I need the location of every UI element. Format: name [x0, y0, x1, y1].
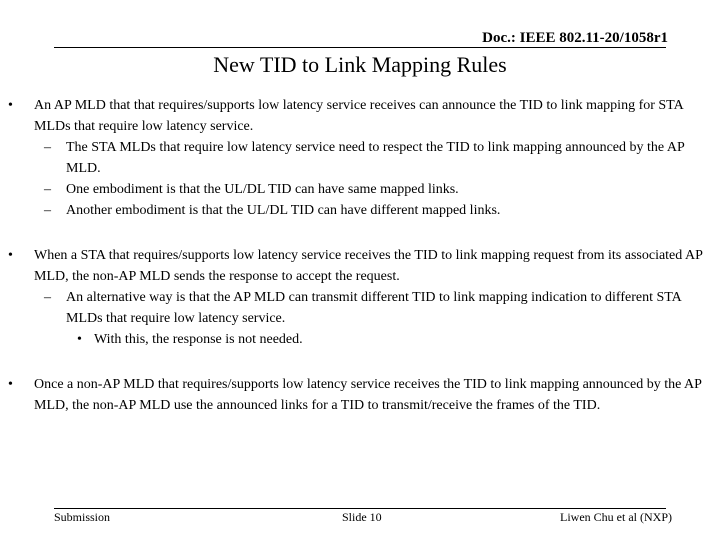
bullet-1: [0, 95, 720, 137]
bullet-dash: –: [44, 182, 51, 197]
bullet-2-subsub-1-text: With this, the response is not needed.: [94, 332, 303, 347]
bullet-1-sub-1-text: The STA MLDs that require low latency service need to respect the TID to link mapping announced by the AP MLD.: [66, 140, 685, 176]
spacer: [0, 350, 720, 374]
bullet-dash: –: [44, 203, 51, 218]
bullet-dot: •: [8, 377, 13, 392]
bullet-2-sub-1-text: An alternative way is that the AP MLD can transmit different TID to link mapping indication to different STA MLDs that require low latency service.: [66, 290, 682, 326]
bullet-1-sub-3-text: Another embodiment is that the UL/DL TID can have different mapped links.: [66, 203, 501, 218]
header-divider: [54, 47, 666, 48]
bullet-1-sub-3: [0, 200, 720, 221]
slide-body: [0, 95, 720, 416]
footer-divider: [54, 508, 666, 509]
bullet-2: [0, 245, 720, 287]
bullet-1-sub-1: [0, 137, 720, 179]
spacer: [0, 221, 720, 245]
bullet-2-text: When a STA that requires/supports low latency service receives the TID to link mapping request from its associated AP MLD, the non-AP MLD sends the response to accept the request.: [34, 248, 703, 284]
bullet-dot: •: [8, 98, 13, 113]
bullet-dot: •: [8, 248, 13, 263]
bullet-dash: –: [44, 290, 51, 305]
bullet-1-sub-2-text: One embodiment is that the UL/DL TID can have same mapped links.: [66, 182, 459, 197]
footer-author: Liwen Chu et al (NXP): [560, 510, 672, 524]
footer-submission: Submission: [54, 510, 111, 524]
slide-title: New TID to Link Mapping Rules: [213, 52, 507, 77]
bullet-1-sub-2: [0, 179, 720, 200]
footer-slide-number: Slide 10: [342, 510, 382, 524]
bullet-2-sub-1: [0, 287, 720, 329]
document-id: Doc.: IEEE 802.11-20/1058r1: [482, 30, 668, 46]
bullet-3-text: Once a non-AP MLD that requires/supports low latency service receives the TID to link mapping announced by the AP MLD, the non-AP MLD use the announced links for a TID to transmit/receive the frames of the TID.: [34, 377, 702, 413]
bullet-2-subsub-1: [0, 329, 720, 350]
bullet-3: [0, 374, 720, 416]
bullet-1-text: An AP MLD that that requires/supports low latency service receives can announce the TID to link mapping for STA MLDs that require low latency service.: [34, 98, 683, 134]
bullet-dot: •: [77, 332, 82, 347]
bullet-dash: –: [44, 140, 51, 155]
